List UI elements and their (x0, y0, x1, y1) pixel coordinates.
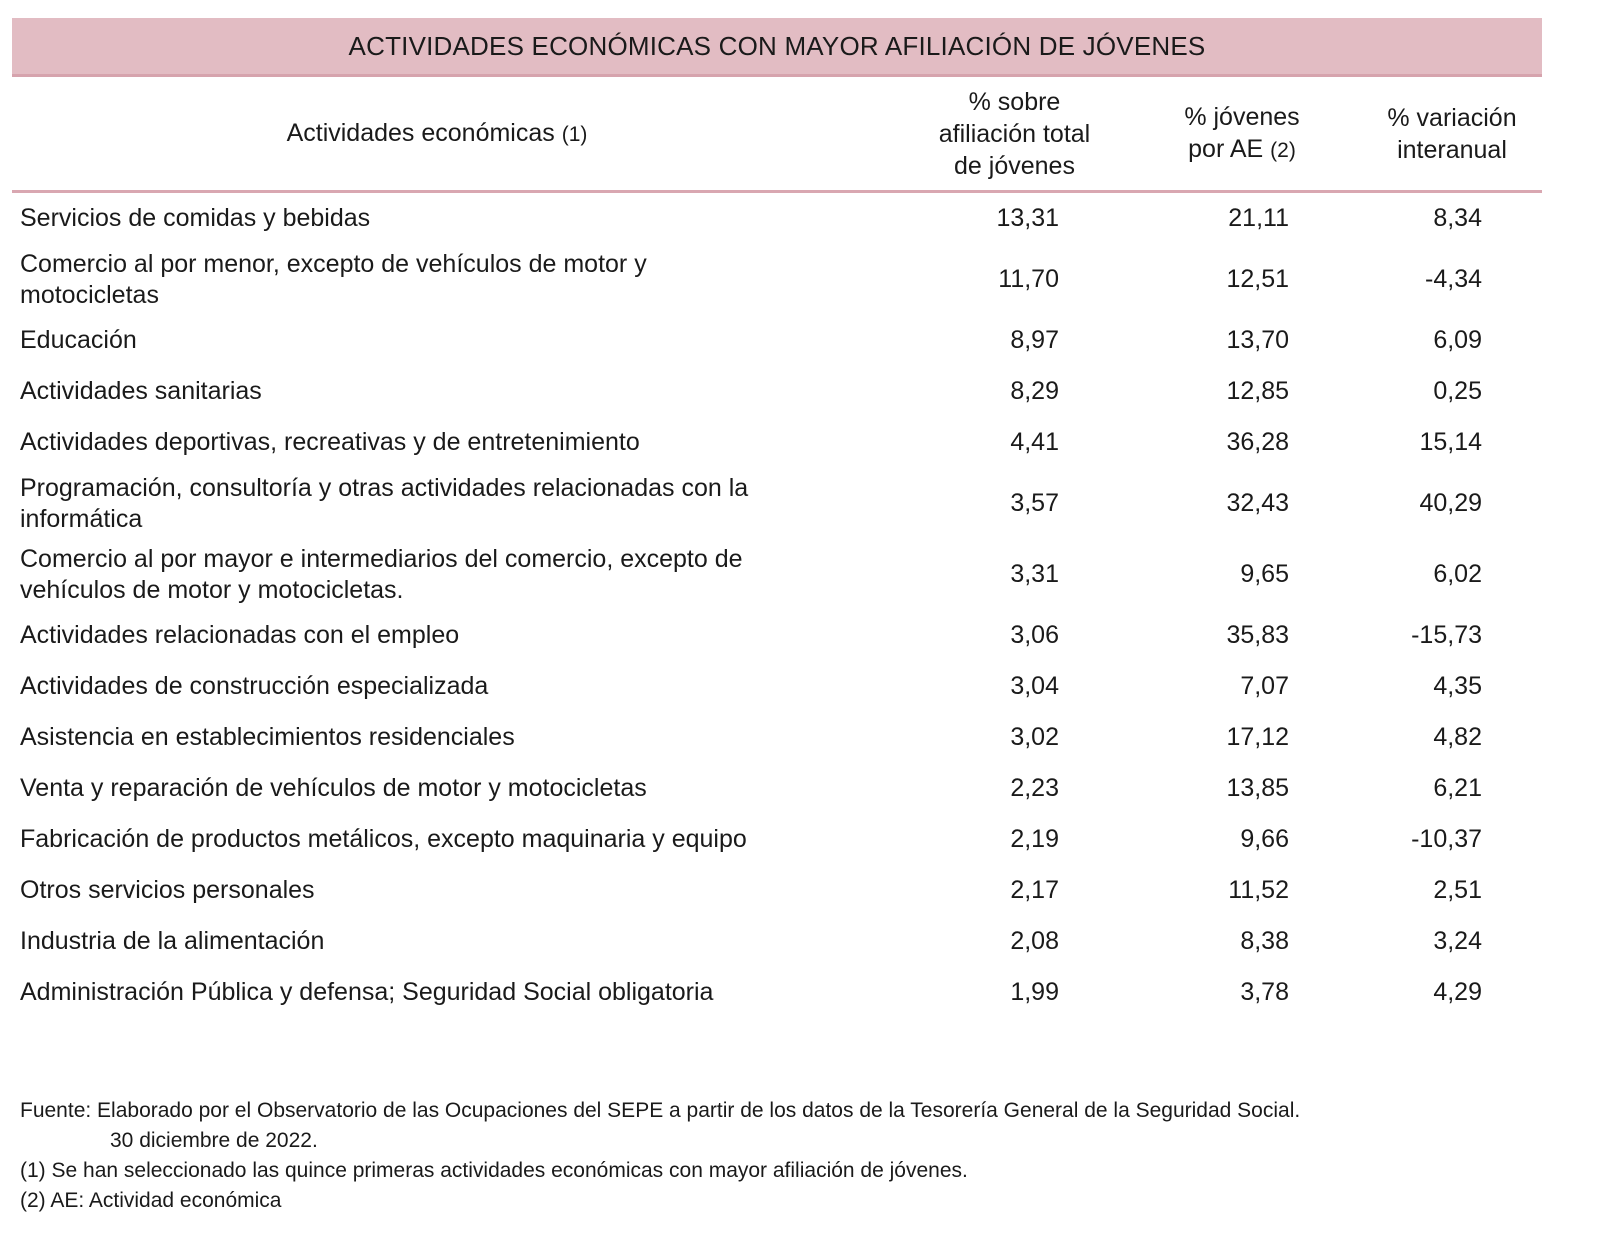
row-activity-name: Otros servicios personales (20, 876, 315, 904)
row-activity-name: Comercio al por menor, excepto de vehículos de motor y motocicletas (20, 249, 647, 309)
table-row (12, 315, 1542, 366)
row-pct-afiliacion: 8,29 (1010, 377, 1059, 405)
row-pct-jovenes: 13,85 (1226, 774, 1289, 802)
table-row (12, 193, 1542, 244)
row-variacion: -10,37 (1411, 825, 1482, 853)
footnote-2: (2) AE: Actividad económica (20, 1189, 282, 1212)
row-variacion: 6,09 (1433, 326, 1482, 354)
row-pct-afiliacion: 2,23 (1010, 774, 1059, 802)
row-pct-jovenes: 13,70 (1226, 326, 1289, 354)
footnote-1: (1) Se han seleccionado las quince primeras actividades económicas con mayor afiliación de jóvenes. (20, 1159, 968, 1182)
table-row (12, 610, 1542, 661)
row-pct-afiliacion: 3,57 (1010, 489, 1059, 517)
row-pct-jovenes: 8,38 (1240, 927, 1289, 955)
footnotes (20, 1096, 1580, 1216)
header-pct-jovenes-line1: % jóvenes (1184, 103, 1300, 131)
row-pct-afiliacion: 2,19 (1010, 825, 1059, 853)
row-activity-name: Fabricación de productos metálicos, excepto maquinaria y equipo (20, 825, 747, 853)
row-pct-jovenes: 11,52 (1228, 876, 1289, 904)
table-row (12, 865, 1542, 916)
header-pct-afiliacion-line1: % sobre (968, 88, 1061, 116)
row-pct-jovenes: 7,07 (1240, 672, 1289, 700)
source-date: 30 diciembre de 2022. (110, 1129, 318, 1152)
table-row (12, 468, 1542, 539)
row-pct-afiliacion: 3,31 (1010, 560, 1059, 588)
header-actividades (12, 78, 862, 190)
row-activity-name: Actividades sanitarias (20, 377, 262, 405)
row-pct-afiliacion: 4,41 (1010, 428, 1059, 456)
row-pct-jovenes: 17,12 (1226, 723, 1289, 751)
row-pct-jovenes: 12,51 (1226, 265, 1289, 293)
row-activity-name: Venta y reparación de vehículos de motor y motocicletas (20, 774, 647, 802)
row-pct-jovenes: 9,66 (1240, 825, 1289, 853)
header-pct-variacion-line2: interanual (1397, 136, 1507, 164)
row-variacion: 2,51 (1433, 876, 1482, 904)
row-pct-afiliacion: 3,02 (1010, 723, 1059, 751)
row-variacion: 4,35 (1433, 672, 1482, 700)
source-note: Fuente: Elaborado por el Observatorio de las Ocupaciones del SEPE a partir de los datos de la Tesorería General de la Seguridad Social. (20, 1099, 1301, 1122)
header-pct-jovenes-ref: (2) (1270, 139, 1296, 162)
row-pct-jovenes: 32,43 (1226, 489, 1289, 517)
row-activity-name: Administración Pública y defensa; Seguridad Social obligatoria (20, 978, 714, 1006)
header-pct-variacion (1322, 78, 1582, 190)
row-pct-afiliacion: 3,04 (1010, 672, 1059, 700)
row-variacion: 3,24 (1433, 927, 1482, 955)
table-row (12, 366, 1542, 417)
table-row (12, 967, 1542, 1018)
row-pct-jovenes: 21,11 (1228, 204, 1289, 232)
table-row (12, 712, 1542, 763)
row-pct-afiliacion: 8,97 (1010, 326, 1059, 354)
table-row (12, 814, 1542, 865)
row-pct-jovenes: 35,83 (1226, 621, 1289, 649)
row-activity-name: Educación (20, 326, 137, 354)
table-row (12, 417, 1542, 468)
row-variacion: 4,82 (1433, 723, 1482, 751)
row-variacion: 6,21 (1433, 774, 1482, 802)
row-pct-jovenes: 12,85 (1226, 377, 1289, 405)
row-variacion: 8,34 (1433, 204, 1482, 232)
table-row (12, 539, 1542, 610)
row-variacion: 4,29 (1433, 978, 1482, 1006)
row-variacion: 0,25 (1433, 377, 1482, 405)
row-activity-name: Actividades relacionadas con el empleo (20, 621, 460, 649)
table-row (12, 763, 1542, 814)
header-pct-variacion-line1: % variación (1387, 104, 1517, 132)
header-pct-afiliacion-line3: de jóvenes (954, 152, 1075, 180)
header-pct-afiliacion-line2: afiliación total (938, 120, 1091, 148)
row-activity-name: Comercio al por mayor e intermediarios del comercio, excepto de vehículos de motor y motocicletas. (20, 544, 743, 604)
table-header (12, 78, 1542, 193)
row-pct-afiliacion: 1,99 (1010, 978, 1059, 1006)
row-activity-name: Programación, consultoría y otras actividades relacionadas con la informática (20, 473, 749, 533)
row-variacion: 15,14 (1419, 428, 1482, 456)
row-pct-jovenes: 3,78 (1240, 978, 1289, 1006)
row-activity-name: Actividades deportivas, recreativas y de entretenimiento (20, 428, 640, 456)
row-variacion: 40,29 (1419, 489, 1482, 517)
table-title: ACTIVIDADES ECONÓMICAS CON MAYOR AFILIACIÓN DE JÓVENES (12, 18, 1542, 77)
table-body (12, 193, 1542, 1018)
row-pct-afiliacion: 13,31 (996, 204, 1059, 232)
row-pct-afiliacion: 2,17 (1010, 876, 1059, 904)
table-row (12, 244, 1542, 315)
row-variacion: 6,02 (1433, 560, 1482, 588)
row-pct-afiliacion: 11,70 (998, 265, 1059, 293)
header-actividades-ref: (1) (561, 123, 588, 146)
row-activity-name: Asistencia en establecimientos residenciales (20, 723, 515, 751)
header-pct-jovenes-line2: por AE (1188, 135, 1264, 163)
header-actividades-label: Actividades económicas (286, 119, 555, 147)
table-row (12, 916, 1542, 967)
table-row (12, 661, 1542, 712)
row-variacion: -4,34 (1425, 265, 1482, 293)
row-pct-jovenes: 9,65 (1240, 560, 1289, 588)
row-activity-name: Servicios de comidas y bebidas (20, 204, 371, 232)
row-pct-jovenes: 36,28 (1226, 428, 1289, 456)
row-pct-afiliacion: 2,08 (1010, 927, 1059, 955)
row-pct-afiliacion: 3,06 (1010, 621, 1059, 649)
row-variacion: -15,73 (1411, 621, 1482, 649)
row-activity-name: Industria de la alimentación (20, 927, 325, 955)
row-activity-name: Actividades de construcción especializada (20, 672, 489, 700)
